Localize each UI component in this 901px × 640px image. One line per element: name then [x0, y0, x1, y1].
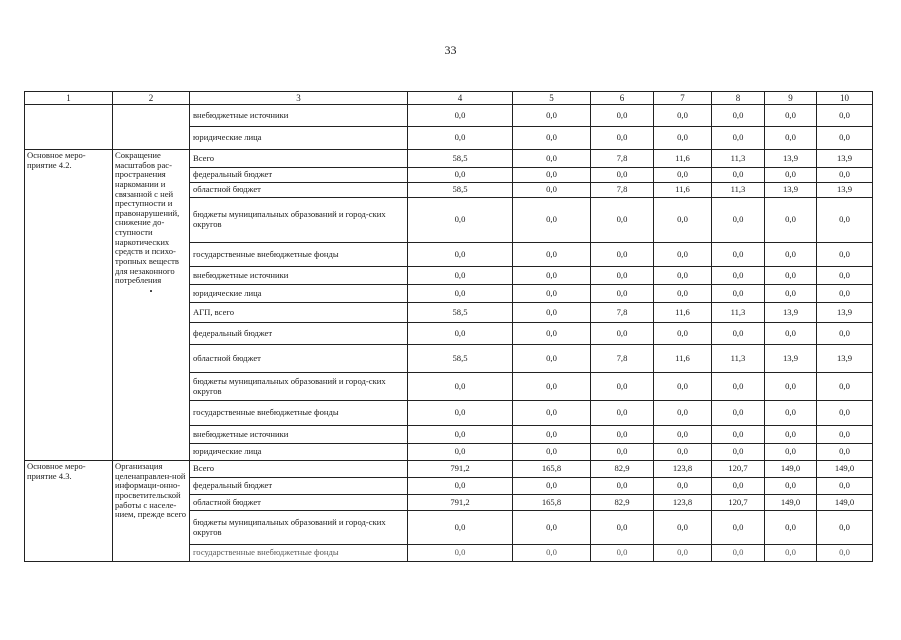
- value-cell: 0,0: [408, 478, 513, 495]
- event-description-cell: [113, 150, 190, 461]
- column-header: 6: [591, 92, 654, 105]
- value-cell: 0,0: [513, 426, 591, 444]
- funding-source-cell: юридические лица: [190, 444, 408, 461]
- value-cell: 0,0: [817, 401, 873, 426]
- value-cell: 7,8: [591, 150, 654, 168]
- value-cell: 0,0: [408, 243, 513, 267]
- value-cell: 13,9: [817, 183, 873, 198]
- value-cell: 0,0: [408, 285, 513, 303]
- value-cell: 0,0: [817, 285, 873, 303]
- value-cell: 149,0: [817, 461, 873, 478]
- value-cell: 0,0: [408, 105, 513, 127]
- value-cell: 0,0: [765, 545, 817, 562]
- description-mark: •: [149, 285, 153, 296]
- funding-source-cell: областной бюджет: [190, 345, 408, 373]
- value-cell: 0,0: [654, 323, 712, 345]
- funding-source-cell: областной бюджет: [190, 495, 408, 511]
- value-cell: 120,7: [712, 461, 765, 478]
- value-cell: 0,0: [765, 478, 817, 495]
- value-cell: 0,0: [817, 444, 873, 461]
- column-header: 2: [113, 92, 190, 105]
- funding-source-cell: бюджеты муниципальных образований и город-ских округов: [190, 198, 408, 243]
- value-cell: 0,0: [591, 401, 654, 426]
- funding-source-cell: федеральный бюджет: [190, 168, 408, 183]
- value-cell: 0,0: [408, 426, 513, 444]
- value-cell: 11,3: [712, 303, 765, 323]
- value-cell: 0,0: [591, 198, 654, 243]
- value-cell: 0,0: [817, 243, 873, 267]
- value-cell: 11,3: [712, 150, 765, 168]
- value-cell: 0,0: [408, 373, 513, 401]
- value-cell: 0,0: [513, 285, 591, 303]
- value-cell: 0,0: [817, 127, 873, 150]
- value-cell: 0,0: [654, 243, 712, 267]
- value-cell: 0,0: [513, 105, 591, 127]
- funding-source-cell: АГП, всего: [190, 303, 408, 323]
- value-cell: 11,6: [654, 183, 712, 198]
- value-cell: 0,0: [817, 545, 873, 562]
- value-cell: 0,0: [817, 267, 873, 285]
- column-header: 9: [765, 92, 817, 105]
- value-cell: 0,0: [513, 478, 591, 495]
- value-cell: 13,9: [765, 303, 817, 323]
- value-cell: 0,0: [765, 511, 817, 545]
- value-cell: 0,0: [765, 323, 817, 345]
- value-cell: 58,5: [408, 303, 513, 323]
- funding-source-cell: бюджеты муниципальных образований и город-ских округов: [190, 373, 408, 401]
- value-cell: 58,5: [408, 345, 513, 373]
- funding-source-cell: государственные внебюджетные фонды: [190, 401, 408, 426]
- value-cell: 0,0: [712, 444, 765, 461]
- value-cell: 120,7: [712, 495, 765, 511]
- column-header: 5: [513, 92, 591, 105]
- value-cell: 0,0: [408, 401, 513, 426]
- value-cell: 0,0: [765, 127, 817, 150]
- value-cell: 165,8: [513, 461, 591, 478]
- value-cell: 0,0: [712, 127, 765, 150]
- value-cell: 13,9: [817, 345, 873, 373]
- value-cell: 0,0: [712, 267, 765, 285]
- event-description: Сокращение масштабов рас-пространения наркомании и связанной с ней преступности и правонарушений, снижение до-ступности наркотических средств и психо-тропных веществ для незаконного потребления: [115, 150, 180, 286]
- value-cell: 0,0: [712, 168, 765, 183]
- value-cell: 0,0: [591, 285, 654, 303]
- value-cell: 0,0: [654, 127, 712, 150]
- value-cell: 0,0: [765, 198, 817, 243]
- funding-source-cell: Всего: [190, 150, 408, 168]
- event-name-cell: [25, 105, 113, 150]
- value-cell: 0,0: [817, 105, 873, 127]
- value-cell: 0,0: [765, 267, 817, 285]
- value-cell: 0,0: [654, 168, 712, 183]
- value-cell: 0,0: [513, 198, 591, 243]
- value-cell: 0,0: [591, 105, 654, 127]
- value-cell: 0,0: [654, 478, 712, 495]
- funding-source-cell: юридические лица: [190, 127, 408, 150]
- value-cell: 0,0: [765, 401, 817, 426]
- value-cell: 0,0: [591, 511, 654, 545]
- value-cell: 0,0: [654, 401, 712, 426]
- table-row: [25, 461, 873, 478]
- funding-source-cell: государственные внебюджетные фонды: [190, 545, 408, 562]
- value-cell: 0,0: [817, 168, 873, 183]
- value-cell: 0,0: [513, 401, 591, 426]
- funding-source-cell: государственные внебюджетные фонды: [190, 243, 408, 267]
- value-cell: 0,0: [408, 545, 513, 562]
- value-cell: 7,8: [591, 183, 654, 198]
- value-cell: 791,2: [408, 461, 513, 478]
- value-cell: 149,0: [817, 495, 873, 511]
- value-cell: 58,5: [408, 150, 513, 168]
- value-cell: 0,0: [513, 345, 591, 373]
- value-cell: 0,0: [591, 444, 654, 461]
- value-cell: 13,9: [765, 150, 817, 168]
- value-cell: 0,0: [712, 285, 765, 303]
- value-cell: 0,0: [817, 323, 873, 345]
- value-cell: 0,0: [712, 478, 765, 495]
- event-description: Организация целенаправлен-ной информаци-онно-просветительской работы с населе-нием, прежде всего: [115, 461, 187, 520]
- value-cell: 0,0: [817, 478, 873, 495]
- value-cell: 0,0: [817, 426, 873, 444]
- value-cell: 0,0: [513, 511, 591, 545]
- value-cell: 149,0: [765, 461, 817, 478]
- value-cell: 0,0: [817, 198, 873, 243]
- value-cell: 0,0: [408, 198, 513, 243]
- value-cell: 0,0: [654, 444, 712, 461]
- value-cell: 0,0: [817, 373, 873, 401]
- value-cell: 0,0: [513, 150, 591, 168]
- value-cell: 0,0: [591, 127, 654, 150]
- value-cell: 0,0: [765, 426, 817, 444]
- value-cell: 0,0: [513, 267, 591, 285]
- table-row: [25, 105, 873, 127]
- column-header: 8: [712, 92, 765, 105]
- funding-source-cell: федеральный бюджет: [190, 323, 408, 345]
- value-cell: 0,0: [765, 373, 817, 401]
- value-cell: 165,8: [513, 495, 591, 511]
- value-cell: 149,0: [765, 495, 817, 511]
- budget-table: [24, 91, 873, 562]
- funding-source-cell: юридические лица: [190, 285, 408, 303]
- value-cell: 82,9: [591, 495, 654, 511]
- value-cell: 0,0: [654, 285, 712, 303]
- value-cell: 0,0: [765, 168, 817, 183]
- value-cell: 82,9: [591, 461, 654, 478]
- value-cell: 58,5: [408, 183, 513, 198]
- value-cell: 0,0: [591, 323, 654, 345]
- value-cell: 0,0: [513, 168, 591, 183]
- value-cell: 0,0: [765, 285, 817, 303]
- value-cell: 0,0: [591, 545, 654, 562]
- event-description-cell: [113, 105, 190, 150]
- value-cell: 0,0: [513, 545, 591, 562]
- value-cell: 13,9: [817, 150, 873, 168]
- value-cell: 0,0: [712, 198, 765, 243]
- value-cell: 0,0: [712, 511, 765, 545]
- value-cell: 13,9: [817, 303, 873, 323]
- value-cell: 0,0: [591, 373, 654, 401]
- value-cell: 0,0: [591, 478, 654, 495]
- value-cell: 0,0: [654, 267, 712, 285]
- value-cell: 0,0: [513, 127, 591, 150]
- value-cell: 0,0: [513, 373, 591, 401]
- value-cell: 0,0: [408, 267, 513, 285]
- event-name-cell: Основное меро-приятие 4.3.: [25, 461, 113, 562]
- value-cell: 7,8: [591, 345, 654, 373]
- value-cell: 11,6: [654, 150, 712, 168]
- column-header: 7: [654, 92, 712, 105]
- event-name-cell: Основное меро-приятие 4.2.: [25, 150, 113, 461]
- table-row: [25, 150, 873, 168]
- value-cell: 0,0: [513, 183, 591, 198]
- funding-source-cell: областной бюджет: [190, 183, 408, 198]
- value-cell: 11,6: [654, 345, 712, 373]
- value-cell: 0,0: [712, 323, 765, 345]
- value-cell: 0,0: [408, 127, 513, 150]
- column-header: 10: [817, 92, 873, 105]
- column-header: 1: [25, 92, 113, 105]
- value-cell: 0,0: [591, 168, 654, 183]
- column-header-row: [25, 92, 873, 105]
- funding-source-cell: Всего: [190, 461, 408, 478]
- value-cell: 0,0: [408, 168, 513, 183]
- value-cell: 0,0: [712, 401, 765, 426]
- value-cell: 0,0: [712, 373, 765, 401]
- funding-source-cell: внебюджетные источники: [190, 426, 408, 444]
- event-description-cell: [113, 461, 190, 562]
- value-cell: 11,6: [654, 303, 712, 323]
- value-cell: 0,0: [765, 105, 817, 127]
- page-number: 33: [444, 43, 457, 57]
- value-cell: 0,0: [654, 198, 712, 243]
- value-cell: 0,0: [513, 323, 591, 345]
- value-cell: 0,0: [408, 323, 513, 345]
- funding-source-cell: бюджеты муниципальных образований и город-ских округов: [190, 511, 408, 545]
- value-cell: 13,9: [765, 345, 817, 373]
- value-cell: 123,8: [654, 461, 712, 478]
- column-header: 4: [408, 92, 513, 105]
- funding-source-cell: федеральный бюджет: [190, 478, 408, 495]
- value-cell: 0,0: [765, 444, 817, 461]
- value-cell: 123,8: [654, 495, 712, 511]
- value-cell: 13,9: [765, 183, 817, 198]
- value-cell: 0,0: [513, 303, 591, 323]
- value-cell: 0,0: [591, 426, 654, 444]
- value-cell: 11,3: [712, 345, 765, 373]
- value-cell: 0,0: [408, 444, 513, 461]
- value-cell: 791,2: [408, 495, 513, 511]
- funding-source-cell: внебюджетные источники: [190, 267, 408, 285]
- column-header: 3: [190, 92, 408, 105]
- value-cell: 0,0: [654, 511, 712, 545]
- value-cell: 0,0: [654, 545, 712, 562]
- value-cell: 0,0: [712, 545, 765, 562]
- value-cell: 7,8: [591, 303, 654, 323]
- value-cell: 0,0: [654, 373, 712, 401]
- value-cell: 0,0: [591, 243, 654, 267]
- value-cell: 0,0: [513, 243, 591, 267]
- value-cell: 0,0: [712, 426, 765, 444]
- value-cell: 0,0: [513, 444, 591, 461]
- value-cell: 0,0: [765, 243, 817, 267]
- value-cell: 0,0: [591, 267, 654, 285]
- value-cell: 0,0: [712, 105, 765, 127]
- funding-source-cell: внебюджетные источники: [190, 105, 408, 127]
- value-cell: 11,3: [712, 183, 765, 198]
- value-cell: 0,0: [654, 426, 712, 444]
- value-cell: 0,0: [654, 105, 712, 127]
- value-cell: 0,0: [817, 511, 873, 545]
- value-cell: 0,0: [408, 511, 513, 545]
- value-cell: 0,0: [712, 243, 765, 267]
